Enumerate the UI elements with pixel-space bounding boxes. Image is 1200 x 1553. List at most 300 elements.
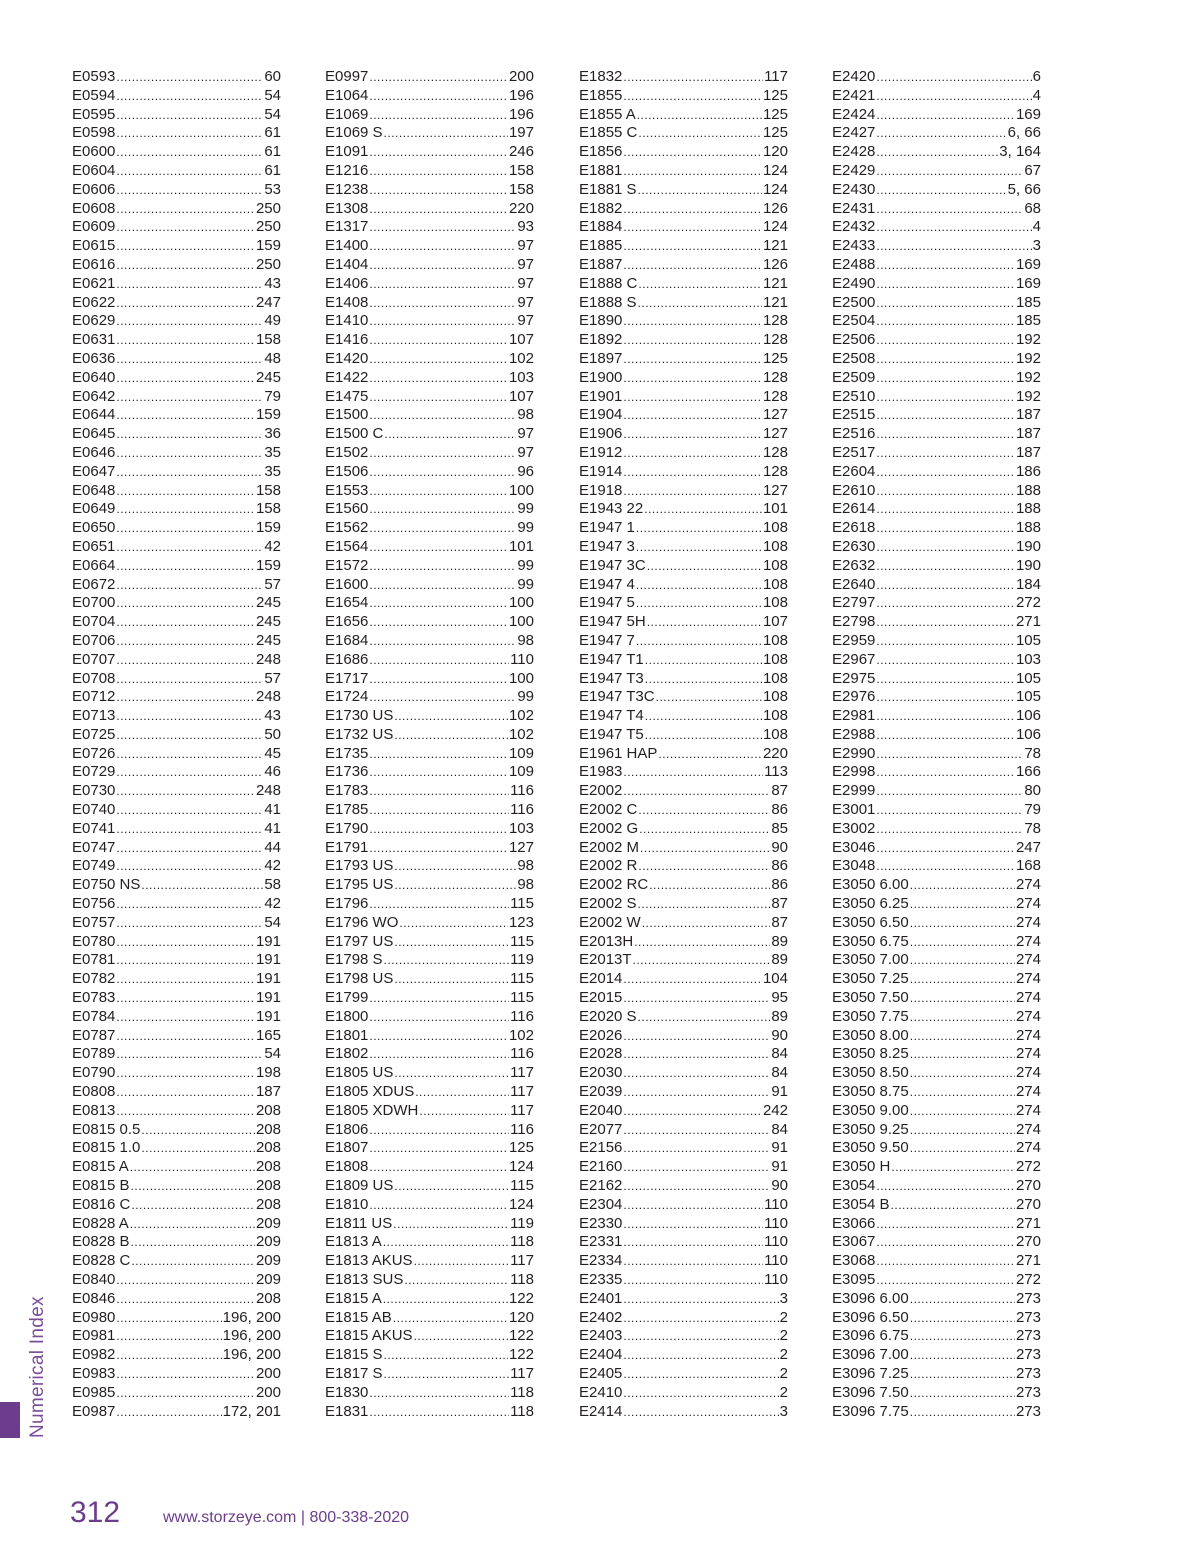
- dot-leader: [369, 388, 508, 407]
- product-code: E1831: [325, 1402, 369, 1420]
- index-entry: [579, 444, 788, 463]
- page-reference: 274: [1015, 1064, 1041, 1082]
- dot-leader: [369, 1196, 508, 1215]
- page-reference: 79: [264, 387, 281, 405]
- index-entry: [832, 951, 1041, 970]
- dot-leader: [116, 294, 255, 313]
- product-code: E0784: [72, 1007, 116, 1025]
- page-reference: 96: [517, 462, 534, 480]
- dot-leader: [876, 820, 1023, 839]
- index-entry: [325, 801, 534, 820]
- index-entry: [832, 331, 1041, 350]
- index-entry: [832, 1384, 1041, 1403]
- index-entry: [325, 256, 534, 275]
- product-code: E2420: [832, 68, 876, 85]
- product-code: E1422: [325, 368, 369, 386]
- page-reference: 97: [517, 274, 534, 292]
- product-code: E0713: [72, 707, 116, 725]
- product-code: E2431: [832, 199, 876, 217]
- page-reference: 60: [264, 68, 281, 85]
- index-entry: [72, 1008, 281, 1027]
- product-code: E2509: [832, 368, 876, 386]
- product-code: E0650: [72, 519, 116, 537]
- index-entry: [325, 670, 534, 689]
- dot-leader: [116, 331, 255, 350]
- index-entry: [832, 1365, 1041, 1384]
- product-code: E2162: [579, 1177, 623, 1195]
- dot-leader: [910, 1045, 1015, 1064]
- dot-leader: [645, 651, 762, 670]
- product-code: E1943 22: [579, 500, 644, 518]
- product-code: E2515: [832, 406, 876, 424]
- page-reference: 169: [1015, 105, 1041, 123]
- dot-leader: [369, 1027, 508, 1046]
- index-entry: [832, 1290, 1041, 1309]
- page-reference: 57: [264, 669, 281, 687]
- index-entry: [579, 1365, 788, 1384]
- index-entry: [832, 143, 1041, 162]
- page-reference: 54: [264, 105, 281, 123]
- product-code: E1796: [325, 895, 369, 913]
- index-entry: [579, 350, 788, 369]
- dot-leader: [645, 726, 762, 745]
- page-reference: 271: [1015, 1252, 1041, 1270]
- page-reference: 247: [1015, 838, 1041, 856]
- dot-leader: [638, 181, 762, 200]
- index-entry: [579, 1215, 788, 1234]
- product-code: E1684: [325, 631, 369, 649]
- dot-leader: [876, 294, 1015, 313]
- dot-leader: [116, 613, 255, 632]
- index-entry: [325, 688, 534, 707]
- index-entry: [579, 1196, 788, 1215]
- index-entry: [72, 350, 281, 369]
- index-entry: [325, 1177, 534, 1196]
- dot-leader: [910, 876, 1015, 895]
- page-reference: 196, 200: [222, 1346, 281, 1364]
- dot-leader: [910, 1365, 1015, 1384]
- index-entry: [72, 218, 281, 237]
- dot-leader: [384, 1365, 510, 1384]
- page-reference: 42: [264, 895, 281, 913]
- product-code: E1914: [579, 462, 623, 480]
- page-reference: 79: [1024, 801, 1041, 819]
- dot-leader: [876, 632, 1015, 651]
- page-reference: 105: [1015, 688, 1041, 706]
- product-code: E1091: [325, 143, 369, 161]
- page-reference: 110: [764, 1195, 788, 1213]
- product-code: E1856: [579, 143, 623, 161]
- page-reference: 124: [508, 1195, 534, 1213]
- dot-leader: [623, 989, 770, 1008]
- product-code: E0664: [72, 556, 116, 574]
- product-code: E2002 RC: [579, 876, 649, 894]
- product-code: E0780: [72, 932, 116, 950]
- index-entry: [72, 312, 281, 331]
- page-reference: 117: [510, 1101, 534, 1119]
- product-code: E0790: [72, 1064, 116, 1082]
- index-entry: [579, 1083, 788, 1102]
- page-reference: 36: [264, 425, 281, 443]
- dot-leader: [116, 538, 263, 557]
- dot-leader: [394, 933, 509, 952]
- index-entry: [579, 388, 788, 407]
- product-code: E1888 C: [579, 274, 638, 292]
- product-code: E2030: [579, 1064, 623, 1082]
- page-reference: 123: [508, 913, 534, 931]
- index-entry: [72, 820, 281, 839]
- dot-leader: [910, 970, 1015, 989]
- dot-leader: [369, 312, 516, 331]
- index-entry: [832, 1233, 1041, 1252]
- product-code: E1506: [325, 462, 369, 480]
- product-code: E1805 XDUS: [325, 1083, 415, 1101]
- index-entry: [832, 87, 1041, 106]
- index-entry: [579, 839, 788, 858]
- page-reference: 115: [510, 989, 534, 1007]
- page-reference: 187: [1015, 406, 1041, 424]
- index-entry: [579, 557, 788, 576]
- dot-leader: [384, 124, 508, 143]
- product-code: E1890: [579, 312, 623, 330]
- product-code: E2508: [832, 349, 876, 367]
- product-code: E1906: [579, 425, 623, 443]
- page-reference: 107: [762, 613, 788, 631]
- product-code: E1656: [325, 613, 369, 631]
- page-reference: 103: [508, 819, 534, 837]
- page-reference: 107: [508, 331, 534, 349]
- page-reference: 84: [771, 1064, 788, 1082]
- dot-leader: [369, 256, 516, 275]
- page-reference: 158: [255, 481, 281, 499]
- page-reference: 125: [508, 1139, 534, 1157]
- page-reference: 117: [510, 1064, 534, 1082]
- dot-leader: [369, 463, 516, 482]
- product-code: E1800: [325, 1007, 369, 1025]
- product-code: E2998: [832, 763, 876, 781]
- product-code: E2334: [579, 1252, 623, 1270]
- dot-leader: [876, 312, 1015, 331]
- product-code: E0598: [72, 124, 116, 142]
- product-code: E1947 T5: [579, 725, 644, 743]
- index-entry: [325, 294, 534, 313]
- page-reference: 274: [1015, 895, 1041, 913]
- page-reference: 118: [510, 1233, 534, 1251]
- dot-leader: [658, 745, 762, 764]
- page-reference: 127: [508, 838, 534, 856]
- dot-leader: [876, 124, 1006, 143]
- product-code: E0815 B: [72, 1177, 130, 1195]
- product-code: E1806: [325, 1120, 369, 1138]
- product-code: E0609: [72, 218, 116, 236]
- index-entry: [832, 782, 1041, 801]
- index-entry: [579, 106, 788, 125]
- dot-leader: [116, 1346, 221, 1365]
- page-reference: 209: [255, 1214, 281, 1232]
- index-entry: [832, 632, 1041, 651]
- dot-leader: [116, 839, 263, 858]
- product-code: E3050 8.75: [832, 1083, 909, 1101]
- page-reference: 41: [264, 801, 281, 819]
- dot-leader: [369, 406, 516, 425]
- dot-leader: [369, 1008, 509, 1027]
- index-entry: [832, 106, 1041, 125]
- index-entry: [72, 1102, 281, 1121]
- dot-leader: [394, 1064, 509, 1083]
- index-entry: [325, 632, 534, 651]
- dot-leader: [876, 613, 1015, 632]
- page-reference: 6: [1032, 68, 1041, 85]
- dot-leader: [876, 350, 1015, 369]
- page-reference: 105: [1015, 669, 1041, 687]
- product-code: E3050 9.50: [832, 1139, 909, 1157]
- page-reference: 108: [762, 725, 788, 743]
- dot-leader: [369, 895, 509, 914]
- index-entry: [832, 1215, 1041, 1234]
- page-reference: 109: [508, 763, 534, 781]
- dot-leader: [623, 425, 762, 444]
- page-reference: 2: [779, 1346, 788, 1364]
- product-code: E1560: [325, 500, 369, 518]
- page-reference: 108: [762, 519, 788, 537]
- page-reference: 274: [1015, 1101, 1041, 1119]
- product-code: E0730: [72, 782, 116, 800]
- page-reference: 273: [1015, 1364, 1041, 1382]
- dot-leader: [910, 1327, 1015, 1346]
- page-reference: 200: [255, 1383, 281, 1401]
- dot-leader: [116, 1327, 221, 1346]
- index-entry: [72, 557, 281, 576]
- index-entry: [72, 275, 281, 294]
- page-reference: 42: [264, 857, 281, 875]
- index-entry: [579, 1384, 788, 1403]
- index-entry: [579, 162, 788, 181]
- dot-leader: [876, 594, 1015, 613]
- dot-leader: [623, 1384, 778, 1403]
- page-reference: 48: [264, 349, 281, 367]
- index-entry: [325, 839, 534, 858]
- page-reference: 90: [771, 1026, 788, 1044]
- index-entry: [325, 519, 534, 538]
- product-code: E0726: [72, 744, 116, 762]
- index-entry: [579, 651, 788, 670]
- dot-leader: [876, 444, 1015, 463]
- index-entry: [325, 1008, 534, 1027]
- product-code: E3067: [832, 1233, 876, 1251]
- page-reference: 186: [1015, 462, 1041, 480]
- page-reference: 87: [771, 895, 788, 913]
- dot-leader: [636, 519, 762, 538]
- page-reference: 124: [762, 180, 788, 198]
- product-code: E1881: [579, 161, 623, 179]
- product-code: E2959: [832, 631, 876, 649]
- dot-leader: [131, 1177, 255, 1196]
- index-entry: [579, 1271, 788, 1290]
- page-reference: 115: [510, 1177, 534, 1195]
- page-reference: 128: [762, 312, 788, 330]
- dot-leader: [383, 1290, 508, 1309]
- index-entry: [325, 1365, 534, 1384]
- page-reference: 121: [762, 274, 788, 292]
- page-reference: 165: [255, 1026, 281, 1044]
- dot-leader: [639, 820, 770, 839]
- index-entry: [579, 1403, 788, 1422]
- dot-leader: [116, 463, 263, 482]
- product-code: E0815 A: [72, 1158, 129, 1176]
- dot-leader: [116, 651, 255, 670]
- page-reference: 158: [508, 161, 534, 179]
- index-entry: [72, 782, 281, 801]
- product-code: E2414: [579, 1402, 623, 1420]
- page-reference: 98: [517, 876, 534, 894]
- dot-leader: [876, 576, 1015, 595]
- product-code: E0981: [72, 1327, 116, 1345]
- product-code: E1406: [325, 274, 369, 292]
- dot-leader: [876, 519, 1015, 538]
- page-reference: 67: [1024, 161, 1041, 179]
- dot-leader: [623, 1252, 763, 1271]
- page-reference: 118: [510, 1383, 534, 1401]
- index-entry: [832, 688, 1041, 707]
- page-reference: 44: [264, 838, 281, 856]
- dot-leader: [369, 444, 516, 463]
- product-code: E1947 5H: [579, 613, 646, 631]
- dot-leader: [876, 482, 1015, 501]
- dot-leader: [393, 1309, 508, 1328]
- page-reference: 102: [508, 725, 534, 743]
- page-reference: 192: [1015, 387, 1041, 405]
- dot-leader: [910, 1064, 1015, 1083]
- product-code: E3096 7.00: [832, 1346, 909, 1364]
- index-entry: [325, 707, 534, 726]
- page-reference: 125: [762, 105, 788, 123]
- footer-phone: 800-338-2020: [309, 1509, 410, 1526]
- index-entry: [325, 181, 534, 200]
- page-reference: 61: [264, 161, 281, 179]
- index-entry: [325, 1403, 534, 1422]
- index-entry: [832, 576, 1041, 595]
- dot-leader: [116, 1102, 255, 1121]
- index-entry: [72, 1215, 281, 1234]
- product-code: E2428: [832, 143, 876, 161]
- index-entry: [832, 801, 1041, 820]
- page-reference: 3: [779, 1402, 788, 1420]
- dot-leader: [623, 970, 762, 989]
- page-reference: 122: [508, 1289, 534, 1307]
- product-code: E3096 7.75: [832, 1402, 909, 1420]
- product-code: E1807: [325, 1139, 369, 1157]
- product-code: E2630: [832, 537, 876, 555]
- dot-leader: [876, 369, 1015, 388]
- index-entry: [72, 613, 281, 632]
- index-entry: [325, 87, 534, 106]
- index-entry: [325, 1064, 534, 1083]
- index-entry: [579, 256, 788, 275]
- index-entry: [325, 1045, 534, 1064]
- product-code: E1799: [325, 989, 369, 1007]
- dot-leader: [369, 782, 509, 801]
- index-entry: [72, 1045, 281, 1064]
- dot-leader: [116, 594, 255, 613]
- page-reference: 101: [508, 537, 534, 555]
- index-entry: [832, 181, 1041, 200]
- product-code: E0595: [72, 105, 116, 123]
- product-code: E1809 US: [325, 1177, 394, 1195]
- dot-leader: [638, 895, 771, 914]
- page-reference: 91: [771, 1083, 788, 1101]
- product-code: E1717: [325, 669, 369, 687]
- index-entry: [72, 444, 281, 463]
- product-code: E2988: [832, 725, 876, 743]
- product-code: E1813 SUS: [325, 1271, 404, 1288]
- page-reference: 98: [517, 857, 534, 875]
- dot-leader: [131, 1233, 255, 1252]
- dot-leader: [116, 1027, 255, 1046]
- product-code: E0636: [72, 349, 116, 367]
- page-reference: 87: [771, 913, 788, 931]
- index-entry: [579, 331, 788, 350]
- product-code: E0985: [72, 1383, 116, 1401]
- dot-leader: [645, 707, 762, 726]
- index-entry: [72, 763, 281, 782]
- page-reference: 101: [762, 500, 788, 518]
- page-reference: 87: [771, 782, 788, 800]
- product-code: E0629: [72, 312, 116, 330]
- page-reference: 274: [1015, 970, 1041, 988]
- index-entry: [72, 1196, 281, 1215]
- page-reference: 97: [517, 255, 534, 273]
- dot-leader: [384, 951, 510, 970]
- page-reference: 116: [510, 1120, 534, 1138]
- index-entry: [325, 1139, 534, 1158]
- index-entry: [72, 576, 281, 595]
- dot-leader: [116, 989, 255, 1008]
- product-code: E1885: [579, 237, 623, 255]
- index-entry: [832, 1252, 1041, 1271]
- index-entry: [325, 482, 534, 501]
- page-reference: 108: [762, 537, 788, 555]
- dot-leader: [394, 726, 508, 745]
- page-reference: 248: [255, 650, 281, 668]
- index-entry: [832, 425, 1041, 444]
- dot-leader: [116, 106, 263, 125]
- page-reference: 125: [762, 349, 788, 367]
- product-code: E0600: [72, 143, 116, 161]
- index-entry: [579, 500, 788, 519]
- index-entry: [325, 970, 534, 989]
- product-code: E1400: [325, 237, 369, 255]
- product-code: E3054: [832, 1177, 876, 1195]
- dot-leader: [384, 1346, 508, 1365]
- product-code: E3050 8.25: [832, 1045, 909, 1063]
- dot-leader: [116, 181, 263, 200]
- index-entry: [832, 839, 1041, 858]
- product-code: E1572: [325, 556, 369, 574]
- page-reference: 187: [255, 1083, 281, 1101]
- page-reference: 115: [510, 932, 534, 950]
- product-code: E2014: [579, 970, 623, 988]
- index-entry: [579, 1064, 788, 1083]
- product-code: E2516: [832, 425, 876, 443]
- index-entry: [325, 406, 534, 425]
- dot-leader: [415, 1083, 509, 1102]
- product-code: E0729: [72, 763, 116, 781]
- index-entry: [325, 745, 534, 764]
- dot-leader: [623, 1215, 763, 1234]
- page-reference: 116: [510, 1045, 534, 1063]
- product-code: E2330: [579, 1214, 623, 1232]
- index-entry: [325, 1233, 534, 1252]
